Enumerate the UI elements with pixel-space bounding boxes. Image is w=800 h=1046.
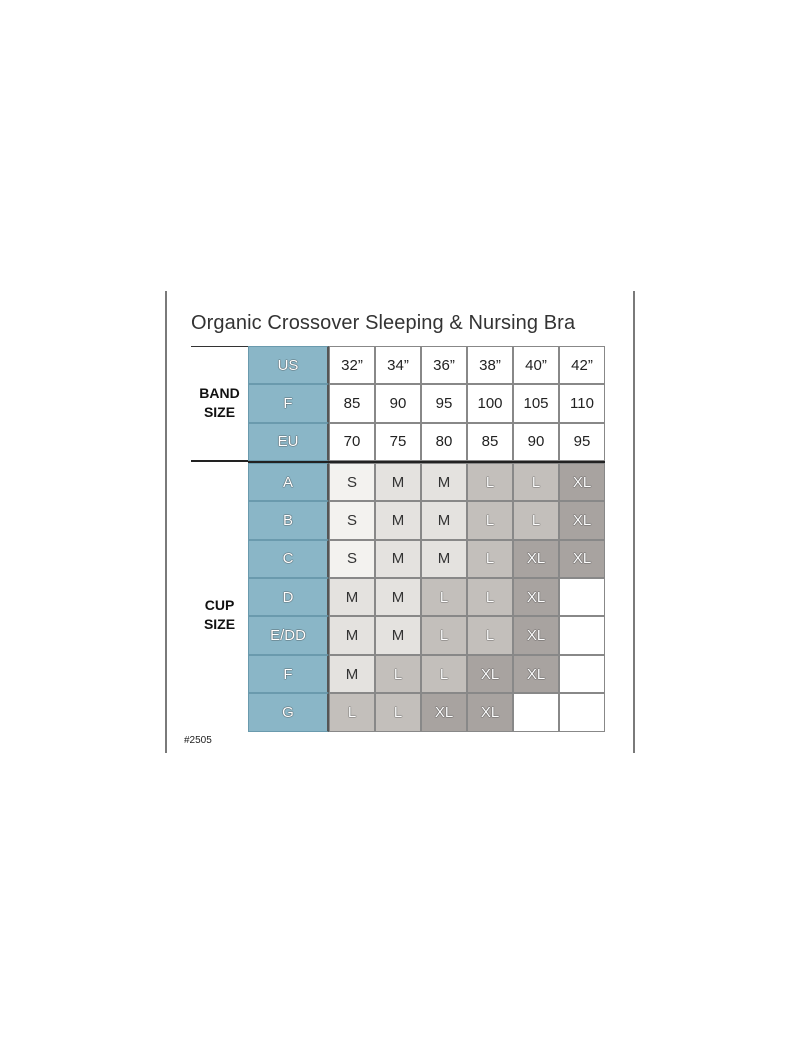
band-value-cell: 85 — [467, 423, 513, 461]
size-cell: XL — [559, 501, 605, 539]
cup-row-header: A — [248, 463, 329, 501]
size-cell: XL — [559, 463, 605, 501]
size-cell: L — [329, 693, 375, 731]
cup-size-label — [191, 596, 248, 634]
band-value-cell: 90 — [375, 384, 421, 422]
empty-size-cell — [559, 616, 605, 654]
cup-row-header: B — [248, 501, 329, 539]
size-cell: L — [375, 655, 421, 693]
size-cell: L — [467, 501, 513, 539]
band-size-label-line2: SIZE — [203, 404, 236, 420]
size-cell: M — [421, 540, 467, 578]
band-row-header: F — [248, 384, 329, 422]
band-value-cell: 95 — [559, 423, 605, 461]
size-cell: XL — [467, 655, 513, 693]
size-cell: XL — [513, 578, 559, 616]
band-value-cell: 75 — [375, 423, 421, 461]
cup-size-label-line2: SIZE — [203, 616, 236, 632]
size-cell: L — [467, 540, 513, 578]
size-cell: M — [375, 463, 421, 501]
size-cell: L — [467, 463, 513, 501]
band-size-label — [191, 384, 248, 422]
band-value-cell: 105 — [513, 384, 559, 422]
band-value-cell: 95 — [421, 384, 467, 422]
size-cell: XL — [513, 655, 559, 693]
cup-row-header: G — [248, 693, 329, 731]
cup-row-header: D — [248, 578, 329, 616]
size-cell: S — [329, 463, 375, 501]
band-value-cell: 90 — [513, 423, 559, 461]
size-cell: L — [421, 578, 467, 616]
right-frame-border — [633, 291, 635, 753]
size-cell: L — [467, 578, 513, 616]
cup-size-label-line1: CUP — [204, 597, 235, 613]
empty-size-cell — [559, 578, 605, 616]
empty-size-cell — [559, 655, 605, 693]
size-cell: XL — [513, 616, 559, 654]
band-value-cell: 32” — [329, 346, 375, 384]
band-row-header: US — [248, 346, 329, 384]
band-value-cell: 42” — [559, 346, 605, 384]
band-row-header: EU — [248, 423, 329, 461]
size-cell: M — [421, 501, 467, 539]
size-cell: XL — [467, 693, 513, 731]
top-divider — [191, 346, 248, 347]
cup-row-header: E/DD — [248, 616, 329, 654]
band-value-cell: 80 — [421, 423, 467, 461]
size-cell: XL — [559, 540, 605, 578]
size-cell: M — [375, 616, 421, 654]
size-cell: M — [375, 540, 421, 578]
size-cell: M — [421, 463, 467, 501]
size-cell: L — [467, 616, 513, 654]
size-cell: S — [329, 540, 375, 578]
section-divider — [191, 460, 248, 462]
size-cell: L — [421, 655, 467, 693]
cup-row-header: F — [248, 655, 329, 693]
band-value-cell: 38” — [467, 346, 513, 384]
band-value-cell: 34” — [375, 346, 421, 384]
left-frame-border — [165, 291, 167, 753]
size-cell: M — [329, 655, 375, 693]
size-cell: L — [513, 501, 559, 539]
empty-size-cell — [513, 693, 559, 731]
size-cell: XL — [421, 693, 467, 731]
band-value-cell: 85 — [329, 384, 375, 422]
size-chart-table — [248, 346, 605, 732]
size-cell: XL — [513, 540, 559, 578]
size-cell: L — [513, 463, 559, 501]
size-cell: M — [329, 616, 375, 654]
chart-title: Organic Crossover Sleeping & Nursing Bra — [191, 312, 576, 334]
band-value-cell: 110 — [559, 384, 605, 422]
size-cell: S — [329, 501, 375, 539]
size-cell: M — [375, 578, 421, 616]
band-value-cell: 36” — [421, 346, 467, 384]
size-cell: M — [329, 578, 375, 616]
band-size-label-line1: BAND — [199, 385, 240, 401]
band-value-cell: 100 — [467, 384, 513, 422]
band-value-cell: 70 — [329, 423, 375, 461]
size-cell: L — [421, 616, 467, 654]
empty-size-cell — [559, 693, 605, 731]
size-cell: L — [375, 693, 421, 731]
size-cell: M — [375, 501, 421, 539]
cup-row-header: C — [248, 540, 329, 578]
product-code: #2505 — [184, 735, 212, 746]
band-value-cell: 40” — [513, 346, 559, 384]
